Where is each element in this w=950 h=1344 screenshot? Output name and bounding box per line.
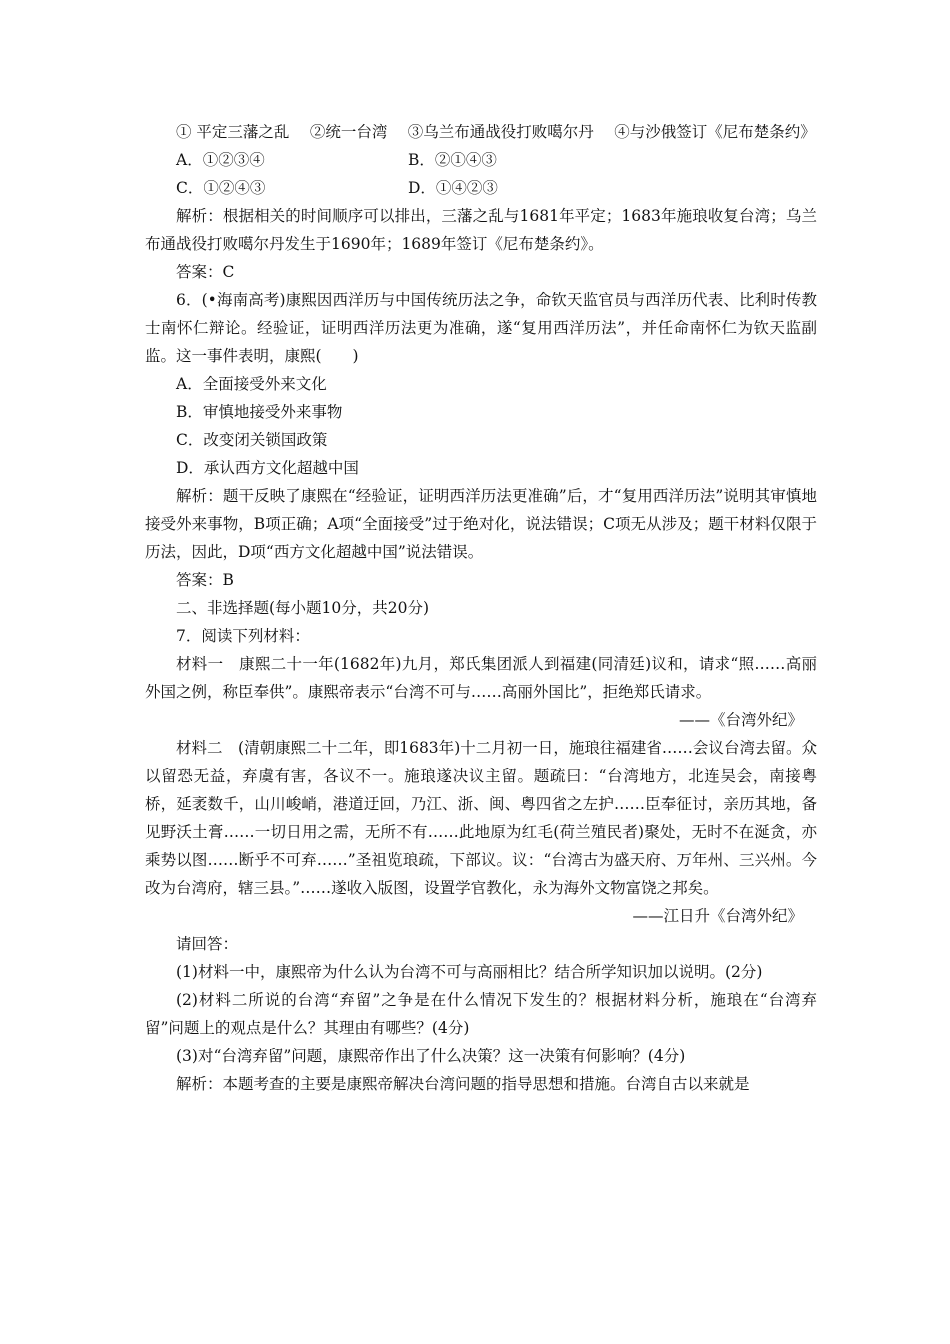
q7-source-2: ——江日升《台湾外纪》 [632,907,803,925]
document-page [145,118,817,1098]
q5-option-a: A．①②③④ [176,151,265,169]
q6-option-b: B．审慎地接受外来事物 [176,403,343,421]
q5-option-d: D．①④②③ [408,179,498,197]
q7-sub-question-3: (3)对“台湾弃留”问题，康熙帝作出了什么决策？这一决策有何影响？(4分) [176,1047,686,1065]
q6-answer: 答案：B [176,571,234,589]
q5-analysis: 解析：根据相关的时间顺序可以排出，三藩之乱与1681年平定；1683年施琅收复台湾；乌兰布通战役打败噶尔丹发生于1690年；1689年签订《尼布楚条约》。 [145,207,817,253]
q5-items: ① 平定三藩之乱 ②统一台湾 ③乌兰布通战役打败噶尔丹 ④与沙俄签订《尼布楚条约》 [176,123,816,141]
q6-option-d: D．承认西方文化超越中国 [176,459,359,477]
q7-analysis: 解析：本题考查的主要是康熙帝解决台湾问题的指导思想和措施。台湾自古以来就是 [176,1075,750,1093]
q6-stem: 6．(•海南高考)康熙因西洋历与中国传统历法之争，命钦天监官员与西洋历代表、比利时传教士南怀仁辩论。经验证，证明西洋历法更为准确，遂“复用西洋历法”，并任命南怀仁为钦天监副监。这一事件表明，康熙( ) [145,291,817,365]
q7-sub-question-1: (1)材料一中，康熙帝为什么认为台湾不可与高丽相比？结合所学知识加以说明。(2分) [176,963,763,981]
q7-material-2: 材料二 (清朝康熙二十二年，即1683年)十二月初一日，施琅往福建省……会议台湾去留。众以留恐无益，弃虞有害，各议不一。施琅遂决议主留。题疏曰：“台湾地方，北连吴会，南接粤桥，延袤数千，山川峻峭，港道迂回，乃江、浙、闽、粤四省之左护……臣奉征讨，亲历其地，备见野沃土膏……一切日用之需，无所不有……此地原为红毛(荷兰殖民者)聚处，无时不在涎贪，亦乘势以图……断乎不可弃……”圣祖览琅疏，下部议。议：“台湾古为盛天府、万年州、三兴州。今改为台湾府，辖三县。”……遂收入版图，设置学官教化，永为海外文物富饶之邦矣。 [145,739,817,897]
q7-prompt: 请回答： [176,935,239,953]
q5-options-row-2 [145,174,817,202]
q7-sub-question-2: (2)材料二所说的台湾“弃留”之争是在什么情况下发生的？根据材料分析，施琅在“台湾弃留”问题上的观点是什么？其理由有哪些？(4分) [145,991,817,1037]
section-heading: 二、非选择题(每小题10分，共20分) [176,599,430,617]
q6-option-c: C．改变闭关锁国政策 [176,431,328,449]
q6-option-a: A．全面接受外来文化 [176,375,327,393]
q6-analysis: 解析：题干反映了康熙在“经验证，证明西洋历法更准确”后，才“复用西洋历法”说明其审慎地接受外来事物，B项正确；A项“全面接受”过于绝对化，说法错误；C项无从涉及；题干材料仅限于历法，因此，D项“西方文化超越中国”说法错误。 [145,487,817,561]
q7-stem: 7．阅读下列材料： [176,627,310,645]
q5-option-c: C．①②④③ [176,179,266,197]
q5-option-b: B．②①④③ [408,151,497,169]
q7-source-1: ——《台湾外纪》 [678,711,803,729]
q5-options-row-1 [145,146,817,174]
q5-answer: 答案：C [176,263,235,281]
q7-material-1: 材料一 康熙二十一年(1682年)九月，郑氏集团派人到福建(同清廷)议和，请求“照……高丽外国之例，称臣奉供”。康熙帝表示“台湾不可与……高丽外国比”，拒绝郑氏请求。 [145,655,817,701]
